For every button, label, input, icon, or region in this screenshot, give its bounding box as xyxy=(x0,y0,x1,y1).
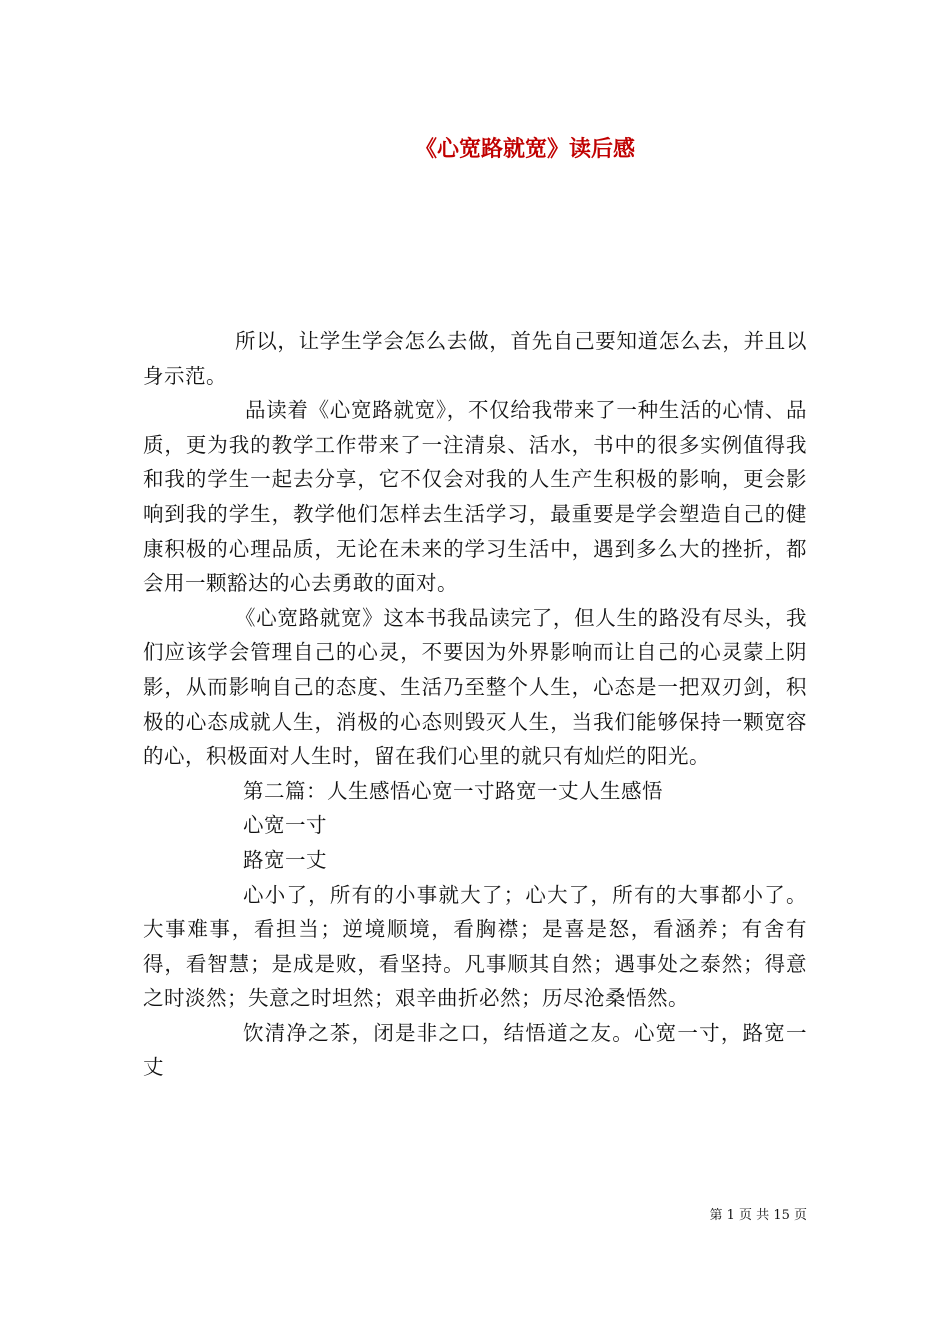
section-heading: 第二篇：人生感悟心宽一寸路宽一丈人生感悟 xyxy=(243,778,663,803)
paragraph: 饮清净之茶，闭是非之口，结悟道之友。心宽一寸，路宽一丈 xyxy=(143,1020,807,1080)
page-number: 第 1 页 共 15 页 xyxy=(709,1208,807,1223)
document-title: 《心宽路就宽》读后感 xyxy=(414,136,635,162)
paragraph: 《心宽路就宽》这本书我品读完了，但人生的路没有尽头，我们应该学会管理自己的心灵，不要因为外界影响而让自己的心灵蒙上阴影，从而影响自己的态度、生活乃至整个人生，心态是一把双刃剑，积极的心态成就人生，消极的心态则毁灭人生，当我们能够保持一颗宽容的心，积极面对人生时，留在我们心里的就只有灿烂的阳光。 xyxy=(143,605,807,769)
paragraph: 路宽一丈 xyxy=(243,847,327,872)
paragraph: 心小了，所有的小事就大了；心大了，所有的大事都小了。大事难事，看担当；逆境顺境，看胸襟；是喜是怒，看涵养；有舍有得，看智慧；是成是败，看坚持。凡事顺其自然；遇事处之泰然；得意之时淡然；失意之时坦然；艰辛曲折必然；历尽沧桑悟然。 xyxy=(143,882,807,1011)
paragraph: 心宽一寸 xyxy=(243,813,327,838)
paragraph: 品读着《心宽路就宽》，不仅给我带来了一种生活的心情、品质，更为我的教学工作带来了一注清泉、活水，书中的很多实例值得我和我的学生一起去分享，它不仅会对我的人生产生积极的影响，更会影响到我的学生，教学他们怎样去生活学习，最重要是学会塑造自己的健康积极的心理品质，无论在未来的学习生活中，遇到多么大的挫折，都会用一颗豁达的心去勇敢的面对。 xyxy=(143,398,807,596)
paragraph: 所以，让学生学会怎么去做，首先自己要知道怎么去，并且以身示范。 xyxy=(143,329,807,388)
document-body xyxy=(143,324,807,1085)
